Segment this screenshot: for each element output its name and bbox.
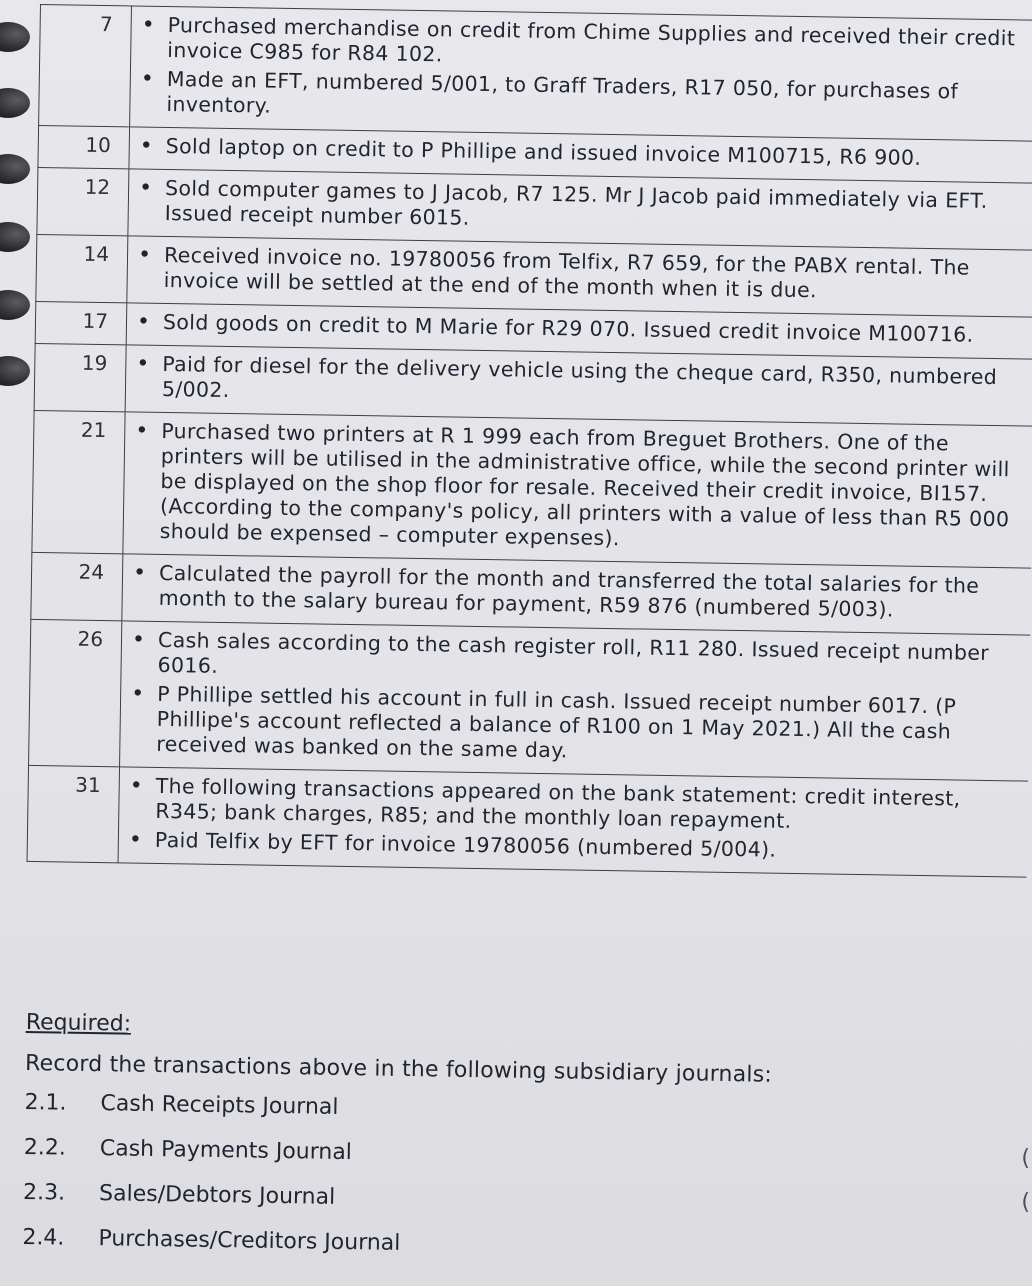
task-label: Purchases/Creditors Journal <box>98 1226 401 1256</box>
transactions-table <box>27 4 1032 878</box>
task-label: Sales/Debtors Journal <box>98 1181 336 1210</box>
transaction-day: 26 <box>29 619 122 766</box>
transaction-item-list <box>137 310 1025 349</box>
binding-ring <box>0 154 30 184</box>
required-heading: Required: <box>25 1010 132 1037</box>
transaction-row <box>39 5 1032 142</box>
transaction-description <box>120 621 1031 781</box>
transaction-row <box>29 619 1031 781</box>
transaction-item: • The following transactions appeared on the bank statement: credit interest, R345; bank charges, R85; and the monthly loan repayment. <box>155 774 1018 838</box>
margin-mark: ( <box>1021 1190 1030 1215</box>
transaction-item: • Received invoice no. 19780056 from Telfix, R7 659, for the PABX rental. The invoice will be settled at the end of the month when it is due. <box>163 243 1026 307</box>
required-instruction: Record the transactions above in the following subsidiary journals: <box>24 1050 773 1088</box>
binding-ring <box>0 356 30 386</box>
transaction-item: • Sold computer games to J Jacob, R7 125. Mr J Jacob paid immediately via EFT. Issued receipt number 6015. <box>165 176 1028 240</box>
margin-mark: ( <box>1021 1146 1030 1171</box>
binding-ring <box>0 222 30 252</box>
transaction-item-list <box>136 352 1025 416</box>
journal-task <box>22 1225 1022 1266</box>
binding-ring <box>0 88 30 118</box>
transaction-row <box>32 410 1032 568</box>
task-number: 2.3. <box>22 1179 66 1206</box>
journal-task <box>24 1090 1024 1131</box>
transaction-description <box>123 412 1032 568</box>
journal-task <box>23 1180 1023 1221</box>
transactions-table-body <box>27 5 1032 878</box>
transaction-item-list <box>140 13 1030 131</box>
transaction-item-list <box>129 774 1018 867</box>
transaction-item: • Purchased two printers at R 1 999 each from Breguet Brothers. One of the printers will be utilised in the administrative office, while the second printer will be displayed on the shop floor for resale. Received their credit invoice, BI157. (According to the company's policy, all printers with a value of less than R5 000 should be expensed – computer expenses). <box>160 419 1024 558</box>
transaction-item-list <box>134 419 1024 558</box>
transaction-item: • Calculated the payroll for the month and transferred the total salaries for the month to the salary bureau for payment, R59 876 (numbered 5/003). <box>158 561 1021 625</box>
transaction-description <box>130 6 1032 141</box>
task-number: 2.4. <box>22 1224 65 1251</box>
binding-ring <box>0 290 30 320</box>
transaction-item-list <box>137 243 1026 307</box>
transaction-day: 19 <box>34 343 126 411</box>
transaction-item-list <box>130 628 1020 771</box>
transaction-day: 17 <box>35 301 127 344</box>
transaction-day: 12 <box>37 167 129 235</box>
transaction-item-list <box>139 176 1028 240</box>
task-number: 2.2. <box>23 1134 67 1161</box>
transaction-item: • Cash sales according to the cash register roll, R11 280. Issued receipt number 6016. <box>157 628 1020 692</box>
journal-task <box>24 1135 1024 1176</box>
task-label: Cash Receipts Journal <box>100 1091 339 1120</box>
journal-task-list <box>22 1090 1024 1266</box>
transaction-day: 14 <box>36 234 128 302</box>
transaction-item: • Purchased merchandise on credit from Chime Supplies and received their credit invoice C985 for R84 102. <box>167 13 1030 77</box>
transaction-item: • Sold goods on credit to M Marie for R29 070. Issued credit invoice M100716. <box>163 310 1025 349</box>
binding-ring <box>0 22 30 52</box>
transaction-day: 21 <box>32 410 125 553</box>
transaction-item-list <box>132 561 1021 625</box>
task-number: 2.1. <box>24 1089 67 1116</box>
transaction-day: 31 <box>27 765 119 862</box>
transaction-item: • P Phillipe settled his account in full in cash. Issued receipt number 6017. (P Phillipe's account reflected a balance of R100 on 1 May 2021.) All the cash received was banked on the same day. <box>156 682 1019 771</box>
transaction-item: • Paid Telfix by EFT for invoice 19780056 (numbered 5/004). <box>155 828 1017 867</box>
task-label: Cash Payments Journal <box>99 1136 353 1166</box>
transaction-day: 24 <box>31 552 123 620</box>
transaction-item: • Sold laptop on credit to P Phillipe and issued invoice M100715, R6 900. <box>166 134 1028 173</box>
transaction-item: • Made an EFT, numbered 5/001, to Graff Traders, R17 050, for purchases of inventory. <box>166 67 1029 131</box>
transaction-row <box>27 765 1028 877</box>
transaction-item-list <box>140 134 1028 173</box>
transaction-day: 7 <box>39 5 132 127</box>
transaction-item: • Paid for diesel for the delivery vehicle using the cheque card, R350, numbered 5/002. <box>162 352 1025 416</box>
transaction-day: 10 <box>38 125 130 168</box>
required-section <box>22 1010 1026 1286</box>
transaction-description <box>118 767 1028 877</box>
